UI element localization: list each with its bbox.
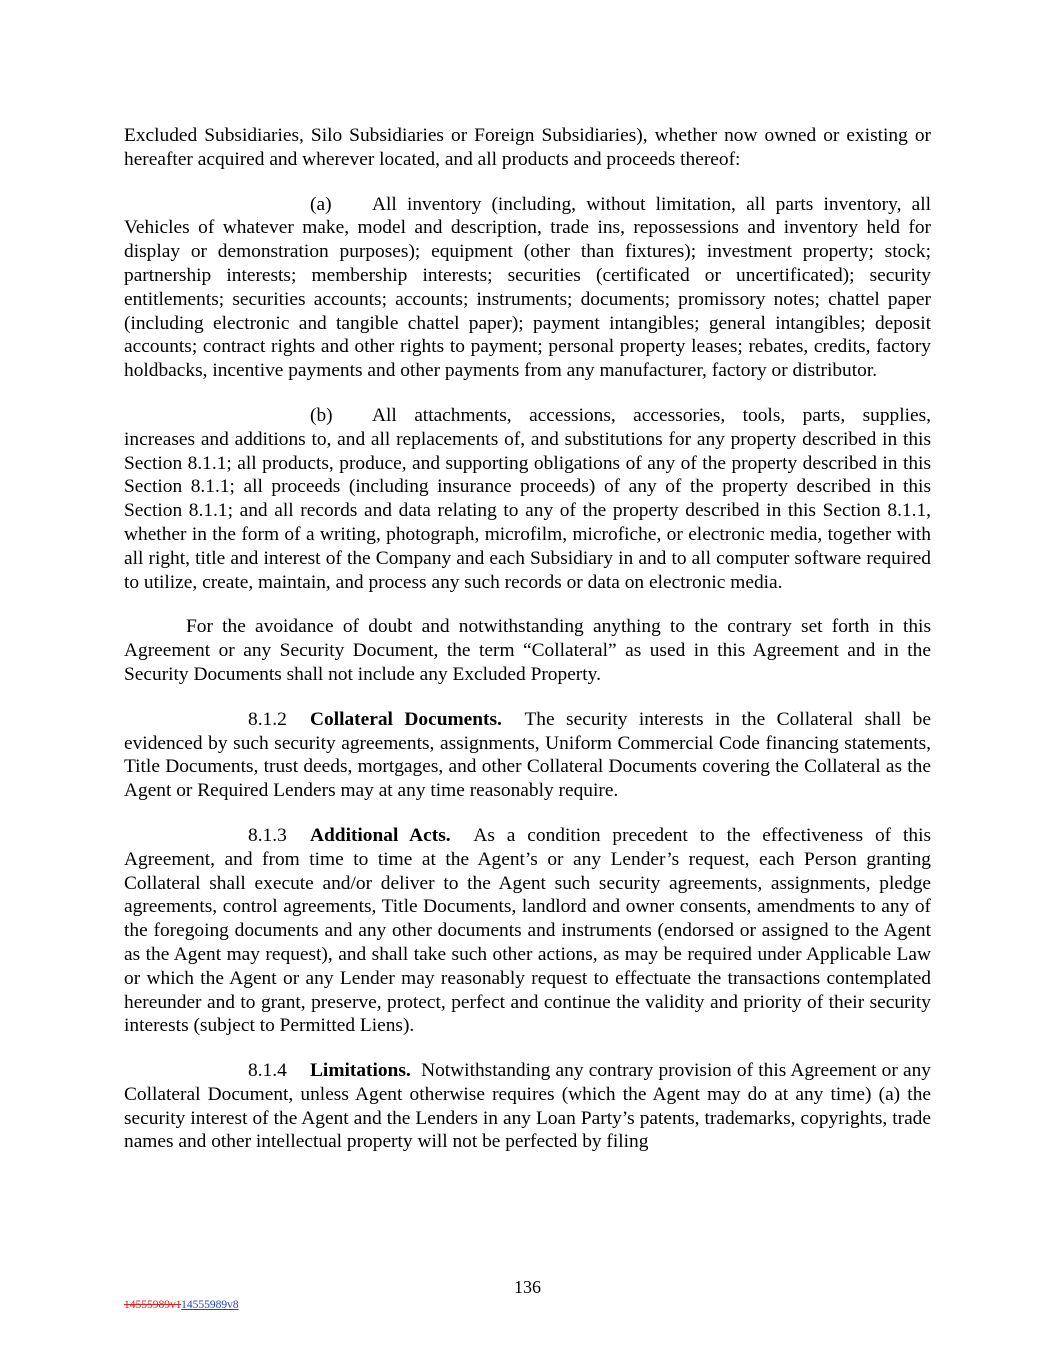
document-id-inserted: 14555989v8 (181, 1299, 239, 1311)
document-id (124, 1298, 239, 1312)
intro-paragraph: Excluded Subsidiaries, Silo Subsidiaries or Foreign Subsidiaries), whether now owned or existing or hereafter acquired and wherever located, and all products and proceeds thereof: (124, 125, 931, 170)
item-b-text: All attachments, accessions, accessories, tools, parts, supplies, increases and additions to, and all replacements of, and substitutions for any property described in this Section 8.1.1; all products, produce, and supporting obligations of any of the property described in this Section 8.1.1; all proceeds (including insurance proceeds) of any of the property described in this Section 8.1.1; and all records and data relating to any of the property described in this Section 8.1.1, whether in the form of a writing, photograph, microfilm, microfiche, or electronic media, together with all right, title and interest of the Company and each Subsidiary in and to all computer software required to utilize, create, maintain, and process any such records or data on electronic media. (124, 404, 931, 593)
document-id-deleted: 14555989v1 (124, 1299, 182, 1311)
item-b-label: (b) (310, 404, 333, 426)
page-number: 136 (514, 1277, 541, 1297)
section-8-1-2-heading: Collateral Documents. (310, 708, 502, 730)
section-8-1-2 (124, 708, 931, 803)
item-a-paragraph (124, 193, 931, 383)
item-b-paragraph (124, 404, 931, 594)
item-a-text: All inventory (including, without limitation, all parts inventory, all Vehicles of whatever make, model and description, trade ins, repossessions and inventory held for display or demonstration purposes); equipment (other than fixtures); investment property; stock; partnership interests; membership interests; securities (certificated or uncertificated); security entitlements; securities accounts; accounts; instruments; documents; promissory notes; chattel paper (including electronic and tangible chattel paper); payment intangibles; general intangibles; deposit accounts; contract rights and other rights to payment; personal property leases; rebates, credits, factory holdbacks, incentive payments and other payments from any manufacturer, factory or distributor. (124, 193, 931, 382)
section-8-1-3-text: As a condition precedent to the effectiveness of this Agreement, and from time to time at the Agent’s or any Lender’s request, each Person granting Collateral shall execute and/or deliver to the Agent such security agreements, assignments, pledge agreements, control agreements, Title Documents, landlord and owner consents, amendments to any of the foregoing documents and any other documents and instruments (endorsed or assigned to the Agent as the Agent may request), and shall take such other actions, as may be required under Applicable Law or which the Agent or any Lender may reasonably request to effectuate the transactions contemplated hereunder and to grant, preserve, protect, perfect and continue the validity and priority of their security interests (subject to Permitted Liens). (124, 824, 931, 1037)
section-8-1-4 (124, 1059, 931, 1154)
section-8-1-3-number: 8.1.3 (248, 824, 287, 846)
section-8-1-2-text: The security interests in the Collateral shall be evidenced by such security agreements, assignments, Uniform Commercial Code financing statements, Title Documents, trust deeds, mortgages, and other Collateral Documents covering the Collateral as the Agent or Required Lenders may at any time reasonably require. (124, 708, 931, 802)
document-body (124, 124, 931, 1154)
item-a-label: (a) (310, 193, 332, 215)
section-8-1-2-number: 8.1.2 (248, 708, 287, 730)
section-8-1-3 (124, 824, 931, 1038)
section-8-1-4-heading: Limitations. (310, 1060, 411, 1082)
avoidance-paragraph: For the avoidance of doubt and notwithstanding anything to the contrary set forth in this Agreement or any Security Document, the term “Collateral” as used in this Agreement and in the Security Documents shall not include any Excluded Property. (124, 616, 931, 685)
section-8-1-4-text: Notwithstanding any contrary provision of this Agreement or any Collateral Document, unless Agent otherwise requires (which the Agent may do at any time) (a) the security interest of the Agent and the Lenders in any Loan Party’s patents, trademarks, copyrights, trade names and other intellectual property will not be perfected by filing (124, 1060, 931, 1153)
section-8-1-4-number: 8.1.4 (248, 1060, 287, 1082)
section-8-1-3-heading: Additional Acts. (310, 824, 451, 846)
